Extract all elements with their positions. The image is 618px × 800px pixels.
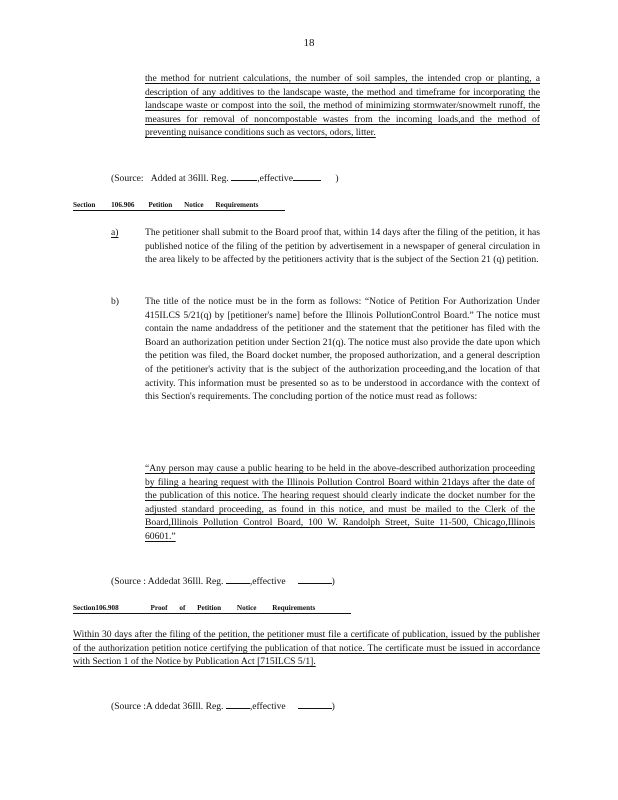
source-note-2 [111, 574, 411, 589]
intro-paragraph-text: the method for nutrient calculations, the number of soil samples, the intended crop or planting, a description of any additives to the landscape waste, the method and timeframe for incorporating the landscape waste or compost into the soil, the method of minimizing stormwater/snowmelt runoff, the measures for removal of noncompostable wastes from the incoming loads,and the method of preventing nuisance conditions such as vectors, odors, litter. [145, 73, 540, 139]
source-note-2-blank-2 [298, 574, 332, 584]
source-note-3-effective: ,effective [249, 701, 286, 712]
source-note-1-blank-2 [293, 171, 321, 181]
section-906-heading [73, 201, 285, 211]
section-906-code: 106.906 [111, 201, 135, 209]
source-note-3-blank [226, 699, 250, 709]
item-b-label: b) [111, 296, 119, 307]
source-note-1-blank [231, 171, 257, 181]
section-906-title-2: Notice [184, 201, 204, 209]
notice-quote-text: “Any person may cause a public hearing to be held in the above-described authorization proceeding by filing a hearing request with the Illinois Pollution Control Board within 21days after the date of the publication of this notice. The hearing request should clearly indicate the docket number for the adjusted standard proceeding, as found in this notice, and must be mailed to the Clerk of the Board,Illinois Pollution Control Board, 100 W. Randolph Street, Suite 11-500, Chicago,Illinois 60601.” [145, 463, 535, 542]
source-note-3-prefix: (Source [111, 701, 141, 712]
source-note-2-prefix: (Source [111, 576, 141, 587]
source-note-3 [111, 699, 411, 714]
section-906-title-3: Requirements [215, 201, 259, 209]
source-note-1-close: ) [335, 173, 339, 184]
section-908-label: Section106.908 [73, 604, 119, 612]
source-note-3-blank-2 [298, 699, 332, 709]
page-number: 18 [303, 37, 315, 49]
intro-paragraph [145, 72, 540, 140]
source-note-2-blank [226, 574, 250, 584]
section-908-title-4: Notice [236, 604, 257, 612]
section-908-title-5: Requirements [272, 604, 316, 612]
source-note-1-prefix: (Source: [111, 173, 144, 184]
source-note-3-close: ) [331, 701, 335, 712]
item-a-label: a) [111, 227, 119, 238]
section-908-paragraph [73, 628, 540, 669]
source-note-1-effective: ,effective [257, 173, 293, 184]
source-note-1 [111, 171, 411, 186]
section-908-title-2: of [179, 604, 186, 612]
source-note-3-text: :A ddedat 36Ill. Reg. [143, 701, 224, 712]
notice-quote [145, 462, 535, 544]
source-note-2-effective: ,effective [249, 576, 286, 587]
item-b-text: The title of the notice must be in the form as follows: “Notice of Petition For Authorization Under 415ILCS 5/21(q) by [petitioner's name] before the Illinois PollutionControl Board.” The notice must contain the name andaddress of the petitioner and the statement that the petitioner has filed with the Board an authorization petition under Section 21(q). The notice must also provide the date upon which the petition was filed, the Board docket number, the proposed authorization, and a general description of the petitioner's activity that is the subject of the authorization proceeding,and the location of that activity. This information must be presented so as to be understood in accordance with the context of this Section's requirements. The concluding portion of the notice must read as follows: [145, 296, 540, 403]
section-906-title-1: Petition [148, 201, 173, 209]
item-a-paragraph [145, 226, 540, 267]
section-908-title-3: Petition [197, 604, 222, 612]
source-note-1-text: Added at 36Ill. Reg. [150, 173, 229, 184]
section-908-title-1: Proof [150, 604, 168, 612]
section-908-heading [73, 604, 351, 614]
section-906-label: Section [73, 201, 96, 209]
section-908-text: Within 30 days after the filing of the petition, the petitioner must file a certificate of publication, issued by the publisher of the authorization petition notice certifying the publication of that notice. The certificate must be issued in accordance with Section 1 of the Notice by Publication Act [715ILCS 5/1]. [73, 629, 540, 668]
item-b-paragraph [145, 295, 540, 404]
source-note-2-close: ) [331, 576, 335, 587]
source-note-2-text: : Addedat 36Ill. Reg. [143, 576, 224, 587]
item-a-text: The petitioner shall submit to the Board proof that, within 14 days after the filing of the petition, it has published notice of the filing of the petition by advertisement in a newspaper of general circulation in the area likely to be affected by the petitioners activity that is the subject of the Section 21 (q) petition. [145, 227, 540, 266]
